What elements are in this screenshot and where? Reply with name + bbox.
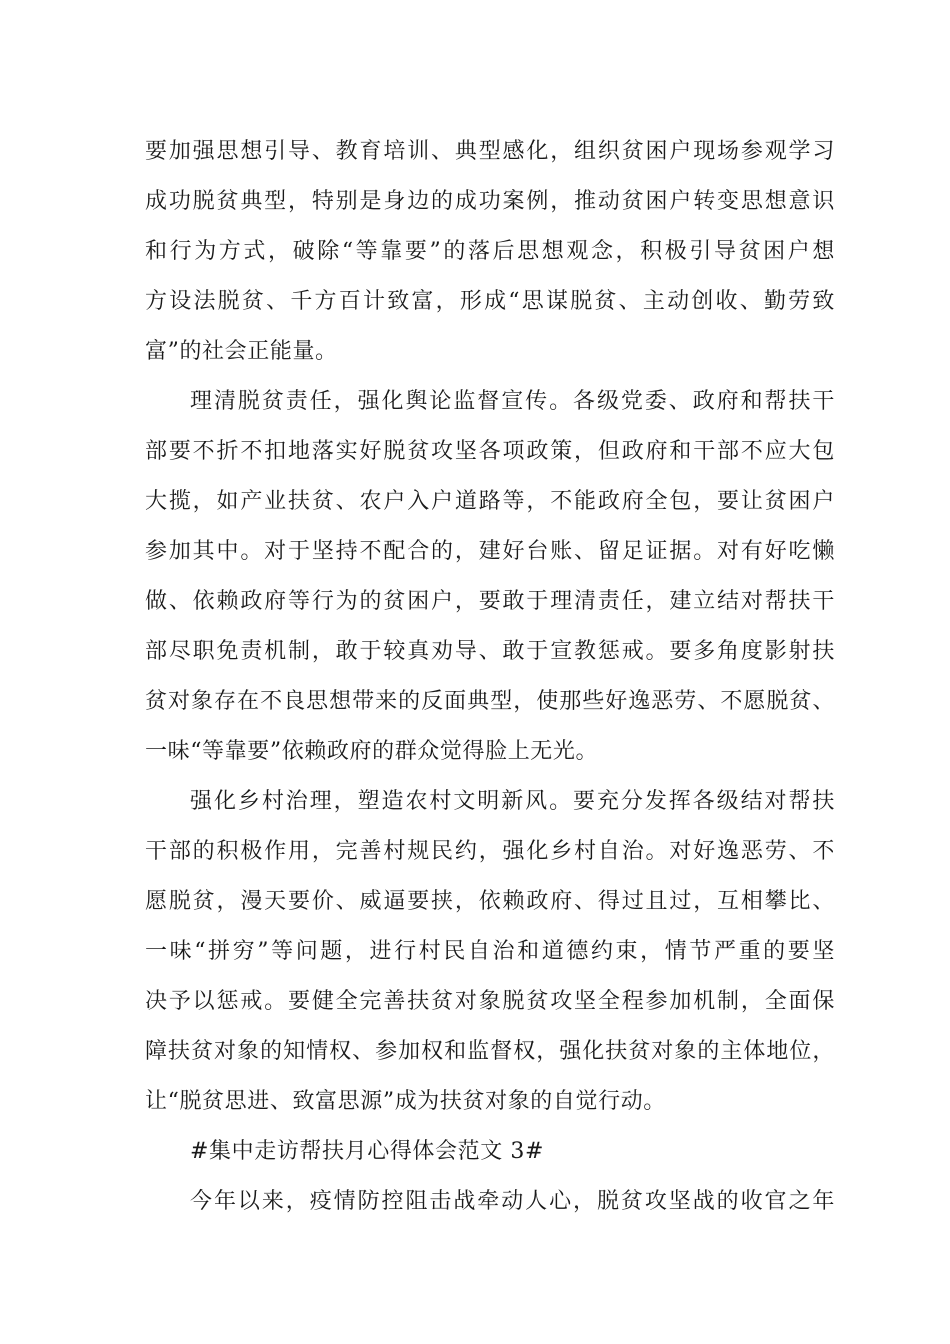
paragraph-1-line-5: 富”的社会正能量。: [145, 339, 338, 364]
paragraph-1-line-1: 要加强思想引导、教育培训、典型感化，组织贫困户现场参观学习: [145, 139, 835, 164]
paragraph-4-line-1: 今年以来，疫情防控阻击战牵动人心，脱贫攻坚战的收官之年: [190, 1189, 835, 1214]
paragraph-2-line-8: 一味“等靠要”依赖政府的群众觉得脸上无光。: [145, 739, 599, 764]
paragraph-1-line-4: 方设法脱贫、千方百计致富，形成“思谋脱贫、主动创收、勤劳致: [145, 289, 835, 314]
paragraph-2-line-6: 部尽职免责机制，敢于较真劝导、敢于宣教惩戒。要多角度影射扶: [145, 639, 835, 664]
paragraph-1-line-2: 成功脱贫典型，特别是身边的成功案例，推动贫困户转变思想意识: [145, 189, 835, 214]
section-heading: #集中走访帮扶月心得体会范文 3#: [190, 1139, 545, 1164]
paragraph-3-line-7: 让“脱贫思进、致富思源”成为扶贫对象的自觉行动。: [145, 1089, 666, 1114]
paragraph-3-line-4: 一味“拼穷”等问题，进行村民自治和道德约束，情节严重的要坚: [145, 939, 835, 964]
paragraph-2-line-1: 理清脱贫责任，强化舆论监督宣传。各级党委、政府和帮扶干: [190, 389, 835, 414]
paragraph-3-line-5: 决予以惩戒。要健全完善扶贫对象脱贫攻坚全程参加机制，全面保: [145, 989, 835, 1014]
paragraph-3-line-3: 愿脱贫，漫天要价、威逼要挟，依赖政府、得过且过，互相攀比、: [145, 889, 835, 914]
paragraph-2-line-5: 做、依赖政府等行为的贫困户，要敢于理清责任，建立结对帮扶干: [145, 589, 835, 614]
paragraph-1-line-3: 和行为方式，破除“等靠要”的落后思想观念，积极引导贫困户想: [145, 239, 835, 264]
paragraph-3-line-2: 干部的积极作用，完善村规民约，强化乡村自治。对好逸恶劳、不: [145, 839, 835, 864]
paragraph-3-line-6: 障扶贫对象的知情权、参加权和监督权，强化扶贫对象的主体地位，: [145, 1039, 835, 1064]
paragraph-3-line-1: 强化乡村治理，塑造农村文明新风。要充分发挥各级结对帮扶: [190, 789, 835, 814]
paragraph-2-line-2: 部要不折不扣地落实好脱贫攻坚各项政策，但政府和干部不应大包: [145, 439, 835, 464]
paragraph-2-line-3: 大揽，如产业扶贫、农户入户道路等，不能政府全包，要让贫困户: [145, 489, 835, 514]
paragraph-2-line-7: 贫对象存在不良思想带来的反面典型，使那些好逸恶劳、不愿脱贫、: [145, 689, 835, 714]
paragraph-2-line-4: 参加其中。对于坚持不配合的，建好台账、留足证据。对有好吃懒: [145, 539, 835, 564]
